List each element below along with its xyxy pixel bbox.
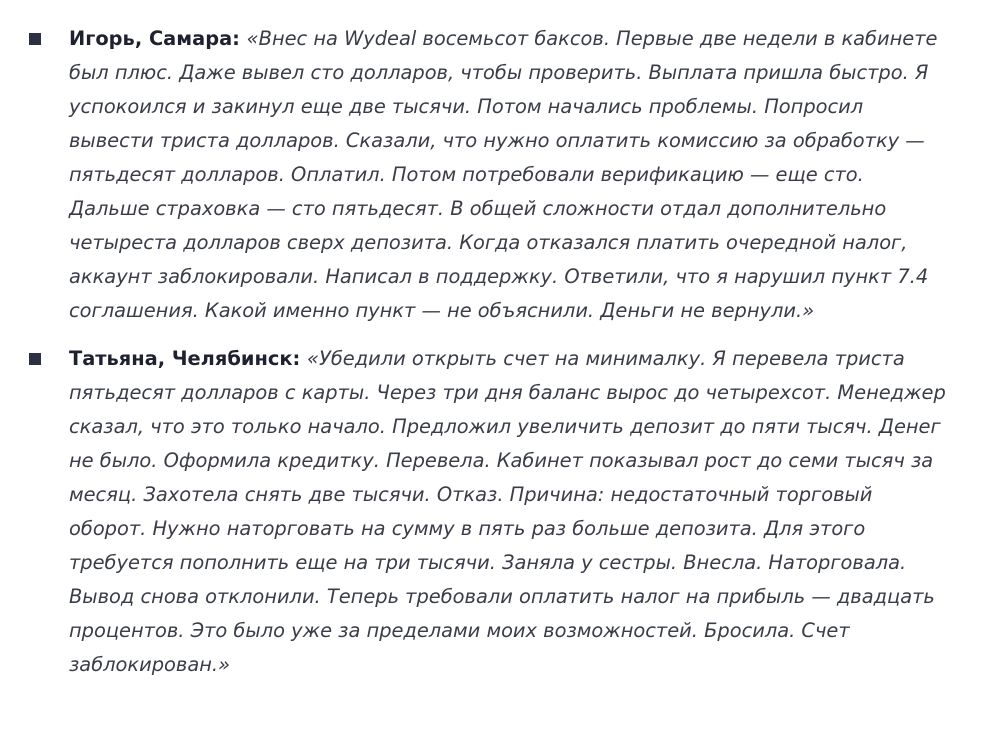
list-item	[0, 342, 987, 682]
review-text: «Внес на Wydeal восемьсот баксов. Первые две недели в кабинете был плюс. Даже вывел сто долларов, чтобы проверить. Выплата пришла быстро. Я успокоился и закинул еще две тысячи. Потом начались проблемы. Попросил вывести триста долларов. Сказали, что нужно оплатить комиссию за обработку — пятьдесят долларов. Оплатил. Потом потребовали верификацию — еще сто. Дальше страховка — сто пятьдесят. В общей сложности отдал дополнительно четыреста долларов сверх депозита. Когда отказался платить очередной налог, аккаунт заблокировали. Написал в поддержку. Ответили, что я нарушил пункт 7.4 соглашения. Какой именно пункт — не объяснили. Деньги не вернули.»	[69, 27, 938, 322]
review-author: Игорь, Самара:	[69, 27, 247, 50]
square-bullet-icon	[29, 353, 41, 365]
square-bullet-icon	[29, 33, 41, 45]
review-author: Татьяна, Челябинск:	[69, 347, 308, 370]
reviews-list	[0, 22, 987, 696]
list-item	[0, 22, 987, 328]
review-text: «Убедили открыть счет на минималку. Я перевела триста пятьдесят долларов с карты. Через три дня баланс вырос до четырехсот. Менеджер сказал, что это только начало. Предложил увеличить депозит до пяти тысяч. Денег не было. Оформила кредитку. Перевела. Кабинет показывал рост до семи тысяч за месяц. Захотела снять две тысячи. Отказ. Причина: недостаточный торговый оборот. Нужно наторговать на сумму в пять раз больше депозита. Для этого требуется пополнить еще на три тысячи. Заняла у сестры. Внесла. Наторговала. Вывод снова отклонили. Теперь требовали оплатить налог на прибыль — двадцать процентов. Это было уже за пределами моих возможностей. Бросила. Счет заблокирован.»	[69, 347, 946, 676]
